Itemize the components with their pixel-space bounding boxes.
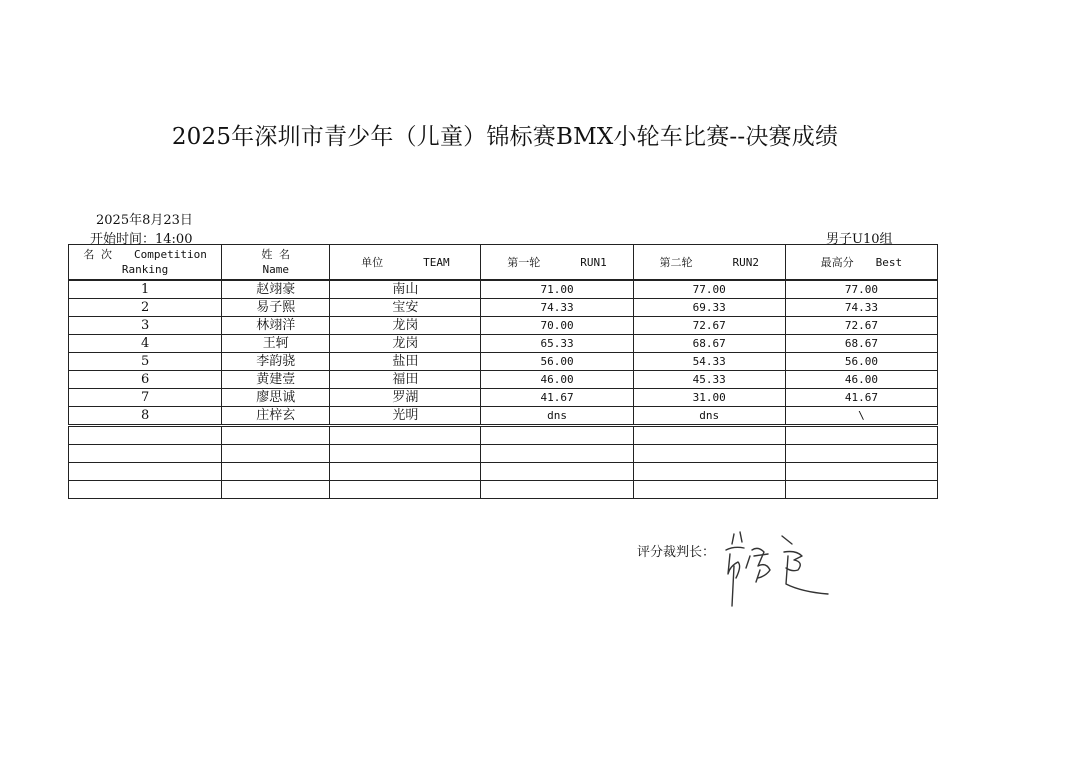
table-row [69,389,938,407]
best-cell: 41.67 [785,389,937,407]
rank-cell: 6 [69,371,222,389]
header-team [330,245,481,281]
empty-cell [481,426,633,445]
empty-cell [69,481,222,499]
empty-cell [481,481,633,499]
best-cell: 72.67 [785,317,937,335]
best-cell: \ [785,407,937,426]
header-best [785,245,937,281]
empty-row [69,481,938,499]
run2-cell: 69.33 [633,299,785,317]
empty-cell [785,426,937,445]
name-cell: 林翊洋 [222,317,330,335]
best-cell: 74.33 [785,299,937,317]
empty-cell [633,463,785,481]
header-rank-en-2: Ranking [121,263,169,276]
table-row [69,371,938,389]
empty-cell [222,426,330,445]
rank-cell: 2 [69,299,222,317]
run2-cell: 31.00 [633,389,785,407]
team-cell: 盐田 [330,353,481,371]
name-cell: 廖思诚 [222,389,330,407]
run2-cell: 72.67 [633,317,785,335]
empty-cell [330,426,481,445]
header-team-en: TEAM [423,255,450,269]
name-cell: 庄梓玄 [222,407,330,426]
competition-date: 2025年8月23日 [96,213,193,228]
results-table [68,244,938,499]
rank-cell: 7 [69,389,222,407]
start-time: 开始时间：14:00 [90,232,193,247]
best-cell: 68.67 [785,335,937,353]
header-run1-en: RUN1 [580,255,607,269]
team-cell: 光明 [330,407,481,426]
best-cell: 56.00 [785,353,937,371]
run1-cell: 46.00 [481,371,633,389]
table-row [69,280,938,299]
rank-cell: 3 [69,317,222,335]
empty-cell [222,445,330,463]
run1-cell: 65.33 [481,335,633,353]
team-cell: 龙岗 [330,335,481,353]
empty-cell [222,463,330,481]
empty-cell [481,463,633,481]
empty-cell [785,445,937,463]
header-name-cn: 姓 名 [261,248,291,261]
run1-cell: 74.33 [481,299,633,317]
empty-cell [330,481,481,499]
team-cell: 罗湖 [330,389,481,407]
name-cell: 黄建壹 [222,371,330,389]
empty-row [69,463,938,481]
empty-cell [633,426,785,445]
run2-cell: 54.33 [633,353,785,371]
name-cell: 王轲 [222,335,330,353]
empty-cell [330,463,481,481]
empty-cell [785,463,937,481]
empty-cell [69,445,222,463]
judge-signature [712,526,842,616]
header-rank [69,245,222,281]
name-cell: 李韵骁 [222,353,330,371]
chief-judge-label: 评分裁判长： [637,545,716,560]
run1-cell: 70.00 [481,317,633,335]
team-cell: 宝安 [330,299,481,317]
rank-cell: 5 [69,353,222,371]
empty-cell [69,426,222,445]
competition-group: 男子U10组 [826,232,893,247]
best-cell: 77.00 [785,280,937,299]
empty-row [69,445,938,463]
rank-cell: 1 [69,280,222,299]
header-run2-en: RUN2 [732,255,759,269]
table-row [69,317,938,335]
table-row [69,407,938,426]
header-best-cn: 最高分 [820,255,854,269]
table-row [69,299,938,317]
run1-cell: 56.00 [481,353,633,371]
empty-row [69,426,938,445]
header-rank-en-1: Competition [133,248,207,261]
table-header-row [69,245,938,281]
header-name-en: Name [262,263,289,276]
empty-cell [481,445,633,463]
rank-cell: 4 [69,335,222,353]
page-title: 2025年深圳市青少年（儿童）锦标赛BMX小轮车比赛--决赛成绩 [171,124,839,150]
table-row [69,353,938,371]
team-cell: 龙岗 [330,317,481,335]
header-team-cn: 单位 [361,255,384,269]
rank-cell: 8 [69,407,222,426]
empty-cell [633,445,785,463]
header-run1-cn: 第一轮 [507,255,541,269]
team-cell: 南山 [330,280,481,299]
empty-cell [222,481,330,499]
team-cell: 福田 [330,371,481,389]
header-name [222,245,330,281]
empty-cell [69,463,222,481]
run2-cell: 68.67 [633,335,785,353]
header-run1 [481,245,633,281]
run2-cell: dns [633,407,785,426]
name-cell: 易子熙 [222,299,330,317]
empty-cell [633,481,785,499]
name-cell: 赵翊豪 [222,280,330,299]
header-run2-cn: 第二轮 [659,255,693,269]
run2-cell: 77.00 [633,280,785,299]
header-rank-cn: 名 次 [83,248,112,261]
header-best-en: Best [875,255,903,269]
header-run2 [633,245,785,281]
run1-cell: 71.00 [481,280,633,299]
run1-cell: 41.67 [481,389,633,407]
run1-cell: dns [481,407,633,426]
run2-cell: 45.33 [633,371,785,389]
empty-cell [330,445,481,463]
table-row [69,335,938,353]
best-cell: 46.00 [785,371,937,389]
empty-cell [785,481,937,499]
